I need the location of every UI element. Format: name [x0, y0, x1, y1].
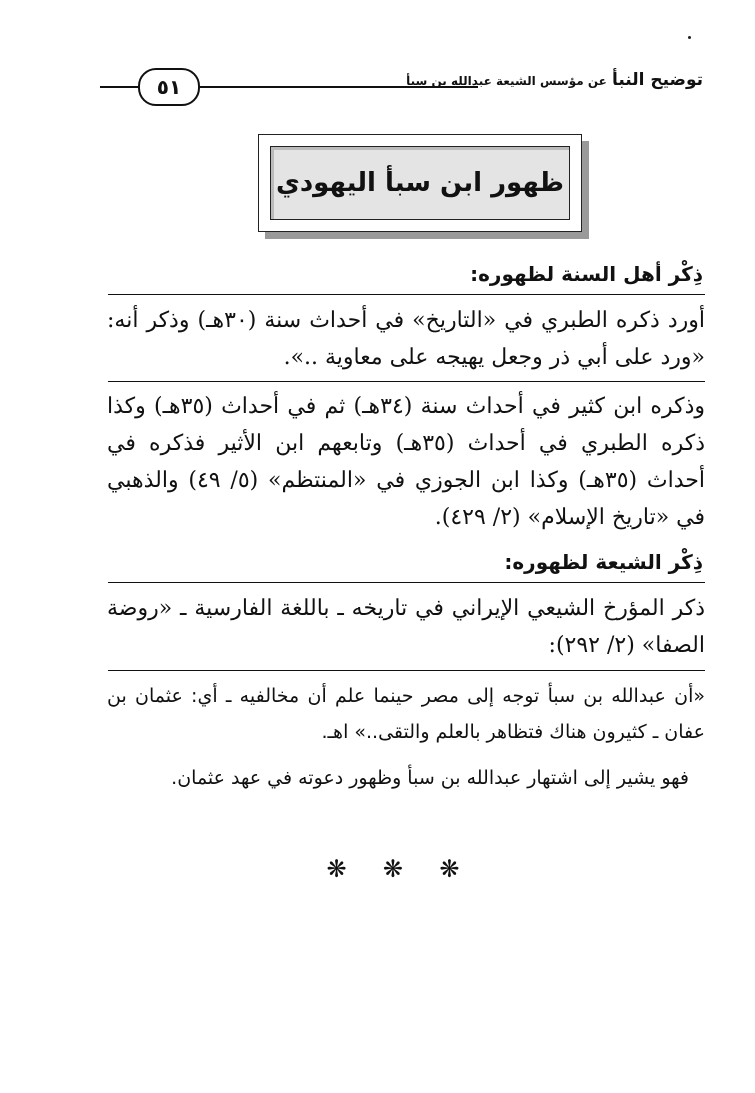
paragraph: أورد ذكره الطبري في «التاريخ» في أحداث سنة (٣٠هـ) وذكر أنه: «ورد على أبي ذر وجعل يهيجه على معاوية ..». — [107, 308, 706, 370]
section-heading-sunni: ذِكْر أهل السنة لظهوره: — [470, 262, 703, 286]
section-rule — [108, 582, 705, 583]
running-title: توضيح النبأ — [611, 70, 703, 90]
chapter-title: ظهور ابن سبأ اليهودي — [275, 168, 565, 198]
section-rule — [108, 294, 705, 295]
paragraph: فهو يشير إلى اشتهار عبدالله بن سبأ وظهور دعوته في عهد عثمان. — [171, 767, 689, 789]
section-rule — [108, 670, 705, 671]
paragraph: وذكره ابن كثير في أحداث سنة (٣٤هـ) ثم في أحداث (٣٥هـ) وكذا ذكره الطبري في أحداث (٣٥هـ) وتابعهم ابن الأثير فذكره في أحداث (٣٥هـ) وكذا ابن الجوزي في «المنتظم» (٥/ ٤٩) والذهبي في «تاريخ الإسلام» (٢/ ٤٢٩). — [107, 394, 705, 530]
section-rule — [108, 381, 705, 382]
page-speck — [688, 36, 691, 39]
separator-stars: ❋ ❋ ❋ — [326, 855, 474, 883]
quote-paragraph: «أن عبدالله بن سبأ توجه إلى مصر حينما علم أن مخالفيه ـ أي: عثمان بن عفان ـ كثيرون هناك فتظاهر بالعلم والتقى..» اهـ. — [107, 685, 705, 743]
running-head — [406, 70, 703, 90]
page-number: ٥١ — [138, 68, 200, 106]
chapter-title-frame — [258, 134, 582, 232]
running-subtitle: عن مؤسس الشيعة عبدالله بن سبأ — [406, 74, 607, 88]
section-heading-shia: ذِكْر الشيعة لظهوره: — [504, 550, 703, 574]
chapter-title-panel — [270, 146, 570, 220]
paragraph: ذكر المؤرخ الشيعي الإيراني في تاريخه ـ باللغة الفارسية ـ «روضة الصفا» (٢/ ٢٩٢): — [107, 596, 705, 658]
